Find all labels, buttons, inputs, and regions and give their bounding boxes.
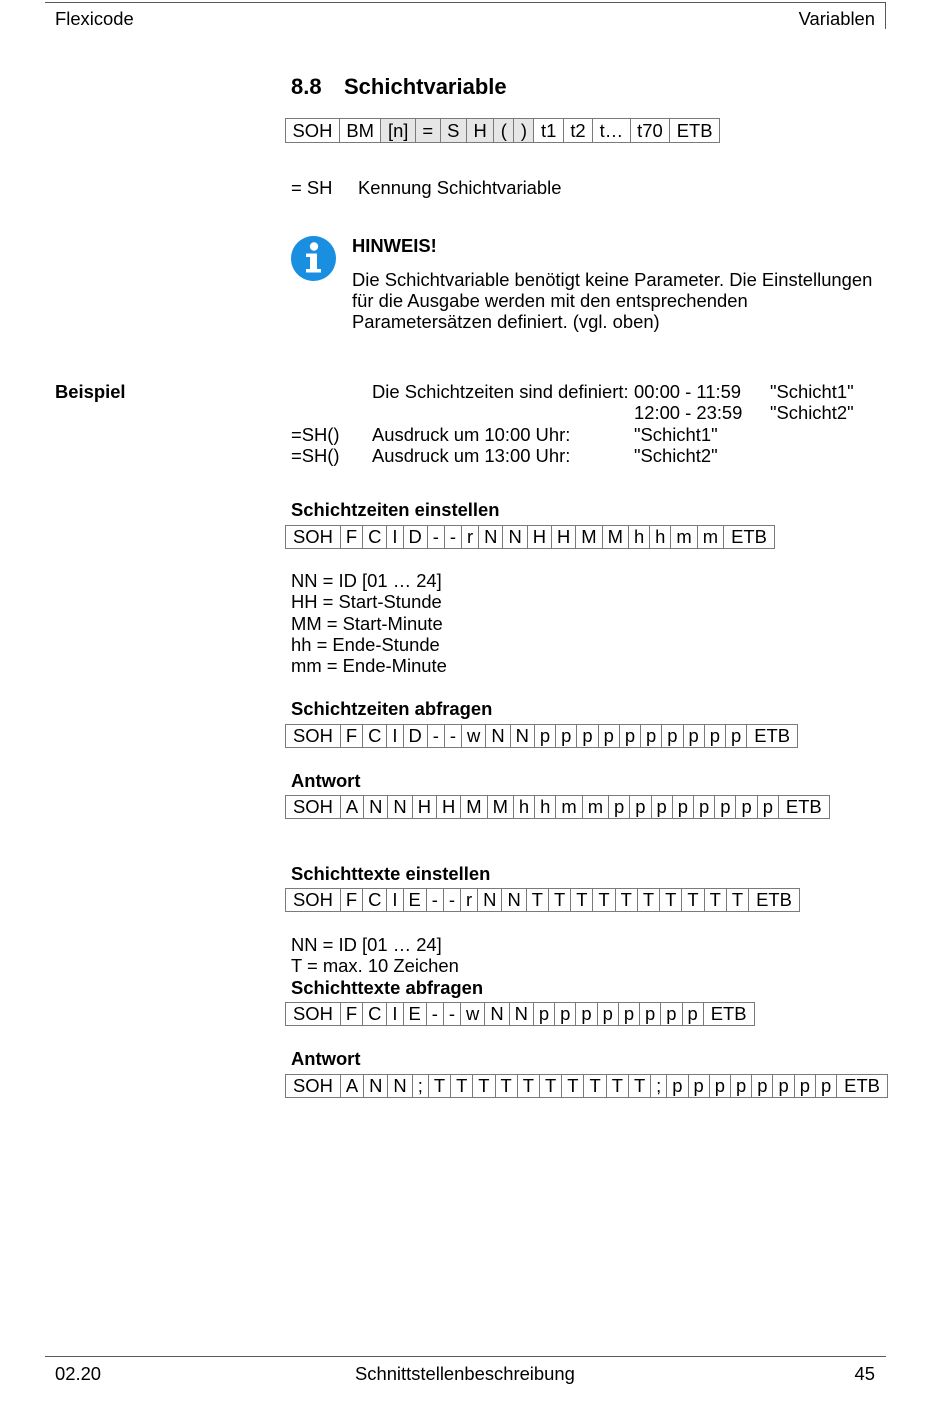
- command-cell: T: [592, 889, 614, 911]
- command-cell: N: [363, 796, 387, 818]
- command-cell: I: [386, 725, 402, 747]
- command-cell: ETB: [723, 526, 774, 548]
- command-cell: t2: [563, 119, 592, 142]
- command-cell: C: [362, 889, 386, 911]
- command-cell: SOH: [293, 1003, 333, 1024]
- command-cell: N: [485, 725, 509, 747]
- command-cell: h: [534, 796, 555, 818]
- command-cell: T: [704, 889, 726, 911]
- command-box-query-times-answer: [285, 795, 830, 819]
- command-cell: H: [436, 796, 460, 818]
- command-cell: -: [426, 1003, 443, 1025]
- command-cell: h: [513, 796, 534, 818]
- command-cell: r: [460, 889, 477, 911]
- command-cell: p: [757, 796, 778, 818]
- command-cell: SOH: [293, 725, 333, 746]
- command-cell: D: [403, 725, 427, 747]
- info-icon-dot: [310, 242, 318, 250]
- subsection-heading: Schichttexte einstellen: [291, 863, 491, 884]
- command-cell: H: [466, 119, 493, 142]
- command-cell: N: [510, 725, 534, 747]
- footer-date: 02.20: [55, 1363, 102, 1384]
- command-cell: -: [444, 526, 461, 548]
- header-edge-rule: [885, 2, 886, 29]
- command-cell: p: [751, 1075, 772, 1097]
- footer-title: Schnittstellenbeschreibung: [355, 1363, 575, 1384]
- command-cell: N: [509, 1003, 533, 1025]
- command-cell: p: [725, 725, 746, 747]
- command-cell: p: [682, 1003, 703, 1025]
- command-cell: T: [539, 1075, 561, 1097]
- command-cell: p: [815, 1075, 836, 1097]
- legend-line: T = max. 10 Zeichen: [291, 955, 459, 976]
- legend-line: NN = ID [01 … 24]: [291, 934, 442, 955]
- command-cell: F: [340, 1003, 362, 1025]
- command-cell: p: [597, 1003, 618, 1025]
- command-cell: p: [554, 1003, 575, 1025]
- command-box-query-texts-answer: [285, 1074, 888, 1098]
- command-cell: N: [478, 526, 502, 548]
- command-cell: I: [386, 889, 402, 911]
- definition-code: = SH: [291, 177, 333, 198]
- command-cell: p: [576, 725, 597, 747]
- command-cell: T: [561, 1075, 583, 1097]
- command-cell: T: [428, 1075, 450, 1097]
- command-cell: N: [363, 1075, 387, 1097]
- command-cell: S: [440, 119, 466, 142]
- command-cell: F: [340, 725, 362, 747]
- command-cell: -: [427, 526, 444, 548]
- command-cell: m: [582, 796, 608, 818]
- command-cell: -: [444, 725, 461, 747]
- command-cell: p: [794, 1075, 815, 1097]
- command-cell: [n]: [380, 119, 414, 142]
- command-cell: T: [637, 889, 659, 911]
- command-cell: T: [517, 1075, 539, 1097]
- command-cell: p: [730, 1075, 751, 1097]
- command-cell: p: [629, 796, 650, 818]
- command-cell: m: [697, 526, 723, 548]
- note-line: Die Schichtvariable benötigt keine Parameter. Die Einstellungen: [352, 269, 873, 290]
- command-cell: t70: [630, 119, 670, 142]
- command-cell: ETB: [669, 119, 719, 142]
- example-label: Beispiel: [55, 381, 126, 402]
- command-cell: h: [649, 526, 670, 548]
- definition-text: Kennung Schichtvariable: [358, 177, 562, 198]
- subsection-heading: Antwort: [291, 770, 361, 791]
- subsection-heading: Schichttexte abfragen: [291, 977, 484, 998]
- command-cell: C: [362, 526, 386, 548]
- command-cell: m: [555, 796, 581, 818]
- command-cell: E: [403, 1003, 426, 1025]
- command-cell: I: [386, 1003, 402, 1025]
- command-cell: SOH: [292, 120, 333, 141]
- command-cell: -: [443, 1003, 460, 1025]
- header-rule: [45, 2, 886, 3]
- command-cell: T: [548, 889, 570, 911]
- command-cell: T: [583, 1075, 605, 1097]
- command-cell: p: [666, 1075, 687, 1097]
- example-command: =SH(): [291, 445, 340, 466]
- command-cell: E: [403, 889, 426, 911]
- command-cell: BM: [339, 119, 381, 142]
- command-cell: T: [615, 889, 637, 911]
- example-shift-name: "Schicht2": [770, 402, 854, 423]
- command-box-query-times: [285, 724, 798, 748]
- command-cell: N: [501, 889, 525, 911]
- command-cell: w: [460, 1003, 484, 1025]
- command-cell: T: [495, 1075, 517, 1097]
- command-cell: ETB: [778, 796, 829, 818]
- command-cell: p: [555, 725, 576, 747]
- command-cell: T: [450, 1075, 472, 1097]
- command-cell: SOH: [293, 526, 333, 547]
- command-cell: p: [575, 1003, 596, 1025]
- note-line: Parametersätzen definiert. (vgl. oben): [352, 311, 660, 332]
- command-cell: p: [772, 1075, 793, 1097]
- legend-line: MM = Start-Minute: [291, 612, 443, 634]
- command-cell: p: [608, 796, 629, 818]
- command-cell: H: [412, 796, 436, 818]
- command-cell: N: [387, 1075, 411, 1097]
- command-cell: T: [606, 1075, 628, 1097]
- example-time-range: 00:00 - 11:59: [634, 381, 742, 402]
- info-icon: [291, 236, 336, 281]
- example-time-range: 12:00 - 23:59: [634, 402, 743, 423]
- command-cell: ETB: [836, 1075, 887, 1097]
- command-cell: A: [340, 1075, 363, 1097]
- command-cell: C: [362, 725, 386, 747]
- example-description: Ausdruck um 10:00 Uhr:: [372, 424, 571, 445]
- example-result: "Schicht1": [634, 424, 718, 445]
- command-cell: T: [526, 889, 548, 911]
- command-cell: N: [484, 1003, 508, 1025]
- command-cell: ETB: [748, 889, 799, 911]
- command-cell: p: [619, 725, 640, 747]
- command-cell: H: [527, 526, 551, 548]
- command-cell: p: [683, 725, 704, 747]
- command-cell: p: [618, 1003, 639, 1025]
- section-title: Schichtvariable: [344, 74, 507, 99]
- command-cell: p: [661, 725, 682, 747]
- note-line: für die Ausgabe werden mit den entsprechenden: [352, 290, 748, 311]
- command-cell: h: [628, 526, 649, 548]
- subsection-heading: Schichtzeiten einstellen: [291, 499, 500, 520]
- command-cell: SOH: [293, 796, 333, 817]
- command-cell: p: [735, 796, 756, 818]
- example-result: "Schicht2": [634, 445, 718, 466]
- command-cell: N: [387, 796, 411, 818]
- command-cell: p: [709, 1075, 730, 1097]
- command-cell: p: [533, 1003, 554, 1025]
- command-cell: C: [362, 1003, 386, 1025]
- command-cell: t…: [592, 119, 630, 142]
- command-cell: p: [534, 725, 555, 747]
- command-cell: t1: [533, 119, 562, 142]
- command-cell: F: [340, 526, 362, 548]
- command-cell: N: [477, 889, 501, 911]
- command-cell: ETB: [703, 1003, 754, 1025]
- command-cell: SOH: [293, 889, 333, 910]
- legend-line: NN = ID [01 … 24]: [291, 570, 442, 591]
- note-text: [352, 269, 872, 332]
- command-cell: p: [660, 1003, 681, 1025]
- command-cell: T: [570, 889, 592, 911]
- command-cell: (: [493, 119, 513, 142]
- command-box-set-times: [285, 525, 775, 549]
- command-cell: p: [640, 725, 661, 747]
- command-cell: -: [427, 725, 444, 747]
- legend-set-times: [291, 570, 447, 676]
- command-cell: M: [602, 526, 628, 548]
- command-cell: ETB: [746, 725, 797, 747]
- command-cell: T: [472, 1075, 494, 1097]
- example-shift-name: "Schicht1": [770, 381, 854, 402]
- command-cell: ): [513, 119, 533, 142]
- command-cell: T: [628, 1075, 650, 1097]
- example-description: Die Schichtzeiten sind definiert:: [372, 381, 629, 402]
- legend-set-texts: [291, 934, 459, 976]
- command-cell: F: [340, 889, 362, 911]
- command-cell: -: [443, 889, 460, 911]
- subsection-heading: Schichtzeiten abfragen: [291, 698, 493, 719]
- command-cell: p: [688, 1075, 709, 1097]
- legend-line: mm = Ende-Minute: [291, 655, 447, 676]
- command-cell: H: [551, 526, 575, 548]
- command-cell: T: [659, 889, 681, 911]
- command-cell: r: [461, 526, 478, 548]
- command-cell: M: [487, 796, 513, 818]
- command-cell: M: [575, 526, 601, 548]
- section-number: 8.8: [291, 74, 322, 99]
- legend-line: hh = Ende-Stunde: [291, 633, 440, 655]
- command-cell: ;: [412, 1075, 428, 1097]
- command-cell: N: [502, 526, 526, 548]
- command-cell: p: [651, 796, 672, 818]
- command-cell: p: [714, 796, 735, 818]
- manual-title: Flexicode: [55, 8, 134, 29]
- command-cell: -: [426, 889, 443, 911]
- footer-rule: [45, 1356, 886, 1357]
- command-cell: ;: [650, 1075, 666, 1097]
- command-cell: p: [639, 1003, 660, 1025]
- example-description: Ausdruck um 13:00 Uhr:: [372, 445, 571, 466]
- subsection-heading: Antwort: [291, 1048, 361, 1069]
- command-box-set-texts: [285, 888, 800, 912]
- syntax-box: [285, 118, 720, 143]
- command-cell: SOH: [293, 1075, 333, 1096]
- command-cell: p: [598, 725, 619, 747]
- note-title: HINWEIS!: [352, 235, 437, 256]
- command-cell: T: [726, 889, 748, 911]
- command-cell: =: [415, 119, 440, 142]
- command-cell: w: [461, 725, 485, 747]
- command-box-query-texts: [285, 1002, 755, 1026]
- command-cell: p: [704, 725, 725, 747]
- command-cell: T: [681, 889, 703, 911]
- command-cell: p: [672, 796, 693, 818]
- example-command: =SH(): [291, 424, 340, 445]
- page-number: 45: [854, 1363, 875, 1384]
- command-cell: D: [403, 526, 427, 548]
- command-cell: m: [670, 526, 696, 548]
- command-cell: M: [460, 796, 486, 818]
- chapter-title: Variablen: [798, 8, 875, 29]
- legend-line: HH = Start-Stunde: [291, 591, 442, 613]
- command-cell: p: [693, 796, 714, 818]
- command-cell: A: [340, 796, 363, 818]
- command-cell: I: [386, 526, 402, 548]
